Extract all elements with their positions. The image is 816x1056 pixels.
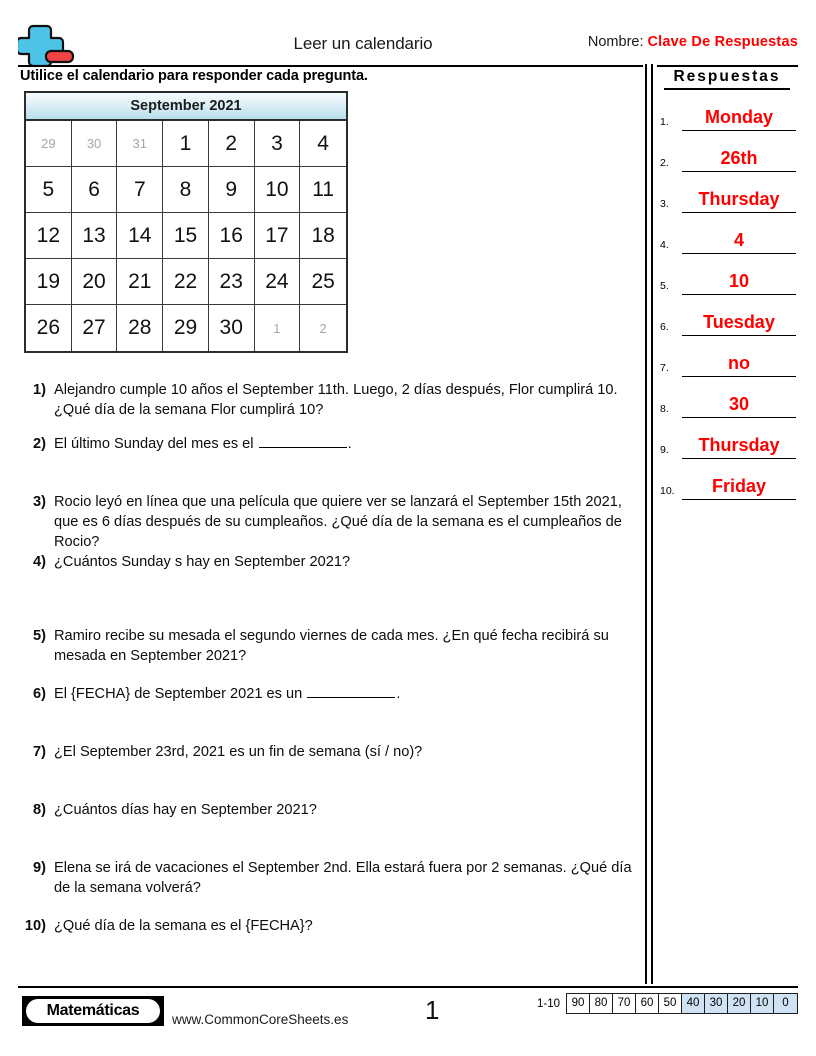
answer-key-rows — [660, 90, 800, 500]
calendar-day: 13 — [72, 213, 118, 259]
column-divider-outer — [645, 64, 647, 984]
calendar-day: 30 — [209, 305, 255, 351]
calendar-day: 12 — [26, 213, 72, 259]
header-divider-right — [657, 65, 798, 67]
question-text: El {FECHA} de September 2021 es un . — [54, 686, 401, 702]
answer-key-value: Friday — [711, 476, 767, 496]
name-label: Nombre: — [587, 34, 644, 50]
calendar-day: 29 — [163, 305, 209, 351]
answer-key-row — [660, 377, 800, 418]
answer-key-index: 2. — [660, 157, 669, 169]
answer-key-index: 5. — [660, 280, 669, 292]
question-spacer — [24, 762, 644, 800]
question-text: ¿Qué día de la semana es el {FECHA}? — [54, 918, 313, 934]
question-item — [24, 380, 644, 420]
score-box: 40 — [682, 994, 705, 1013]
page-title: Leer un calendario — [293, 34, 433, 53]
calendar-day: 1 — [163, 121, 209, 167]
score-box: 90 — [567, 994, 590, 1013]
question-text: Alejandro cumple 10 años el September 11th. Luego, 2 días después, Flor cumplirá 10. ¿Qué día de la semana Flor cumplirá 10? — [54, 382, 618, 418]
question-number: 6) — [33, 686, 46, 702]
question-number: 2) — [33, 436, 46, 452]
website-url: www.CommonCoreSheets.es — [172, 1012, 349, 1027]
calendar-month-title: September 2021 — [26, 93, 346, 121]
answer-key-slot[interactable] — [682, 269, 796, 295]
footer-divider — [18, 986, 798, 988]
question-item — [24, 684, 644, 704]
answer-key-value: Monday — [704, 107, 773, 127]
calendar-day: 6 — [72, 167, 118, 213]
question-item — [24, 800, 644, 820]
question-item — [24, 492, 644, 552]
calendar-day: 3 — [255, 121, 301, 167]
question-number: 10) — [24, 918, 46, 934]
question-number: 7) — [33, 744, 46, 760]
answer-key-index: 1. — [660, 116, 669, 128]
answer-key-index: 9. — [660, 444, 669, 456]
answer-key-index: 10. — [660, 485, 675, 497]
calendar-day: 8 — [163, 167, 209, 213]
calendar-day-adjacent: 1 — [255, 305, 301, 351]
calendar-day: 15 — [163, 213, 209, 259]
answer-blank[interactable] — [307, 684, 395, 698]
question-number: 5) — [33, 628, 46, 644]
answer-key-slot[interactable] — [682, 392, 796, 418]
question-item — [24, 552, 644, 572]
question-text: El último Sunday del mes es el . — [54, 436, 352, 452]
question-spacer — [24, 420, 644, 434]
answer-key-slot[interactable] — [682, 146, 796, 172]
question-number: 4) — [33, 554, 46, 570]
answer-key-panel — [660, 68, 800, 500]
calendar-day: 22 — [163, 259, 209, 305]
question-item — [24, 916, 644, 936]
score-scale-boxes — [566, 993, 798, 1014]
question-text: ¿Cuántos días hay en September 2021? — [54, 802, 317, 818]
answer-key-value: 26th — [720, 148, 758, 168]
calendar-day: 27 — [72, 305, 118, 351]
answer-key-index: 3. — [660, 198, 669, 210]
calendar-widget — [24, 91, 348, 353]
calendar-day: 20 — [72, 259, 118, 305]
calendar-day: 11 — [300, 167, 346, 213]
question-item — [24, 434, 644, 454]
calendar-day: 18 — [300, 213, 346, 259]
calendar-day: 23 — [209, 259, 255, 305]
score-box: 30 — [705, 994, 728, 1013]
answer-key-value: 4 — [733, 230, 744, 250]
score-scale-label: 1-10 — [536, 997, 560, 1010]
calendar-day: 25 — [300, 259, 346, 305]
answer-key-slot[interactable] — [682, 351, 796, 377]
answer-key-slot[interactable] — [682, 310, 796, 336]
score-box: 10 — [751, 994, 774, 1013]
answer-key-slot[interactable] — [682, 228, 796, 254]
question-item — [24, 742, 644, 762]
calendar-day: 19 — [26, 259, 72, 305]
question-spacer — [24, 820, 644, 858]
score-box: 0 — [774, 994, 797, 1013]
answer-key-index: 6. — [660, 321, 669, 333]
score-box: 20 — [728, 994, 751, 1013]
question-spacer — [24, 898, 644, 916]
answer-key-value: 10 — [728, 271, 750, 291]
calendar-day-adjacent: 2 — [319, 320, 327, 336]
question-spacer — [24, 704, 644, 742]
score-box: 50 — [659, 994, 682, 1013]
calendar-day: 7 — [117, 167, 163, 213]
question-number: 3) — [33, 494, 46, 510]
question-item — [24, 858, 644, 898]
question-item — [24, 626, 644, 666]
question-text: ¿Cuántos Sunday s hay en September 2021? — [54, 554, 351, 570]
calendar-day: 16 — [209, 213, 255, 259]
answer-key-row — [660, 254, 800, 295]
calendar-day: 9 — [209, 167, 255, 213]
score-box: 70 — [613, 994, 636, 1013]
instructions-text: Utilice el calendario para responder cada pregunta. — [20, 68, 368, 84]
score-box: 80 — [590, 994, 613, 1013]
calendar-day: 2 — [209, 121, 255, 167]
calendar-day: 10 — [255, 167, 301, 213]
calendar-day: 17 — [255, 213, 301, 259]
page-header — [18, 22, 798, 68]
calendar-day: 14 — [117, 213, 163, 259]
answer-key-index: 4. — [660, 239, 669, 251]
answer-key-row — [660, 131, 800, 172]
question-number: 8) — [33, 802, 46, 818]
question-text: Ramiro recibe su mesada el segundo viernes de cada mes. ¿En qué fecha recibirá su mesada en September 2021? — [54, 628, 609, 664]
column-divider-inner — [651, 64, 653, 984]
calendar-day-adjacent: 31 — [117, 121, 163, 167]
calendar-day-adjacent: 29 — [26, 121, 72, 167]
answer-key-row — [660, 172, 800, 213]
calendar-day: 26 — [26, 305, 72, 351]
answer-key-row — [660, 418, 800, 459]
answer-key-slot[interactable] — [682, 433, 796, 459]
calendar-day: 5 — [26, 167, 72, 213]
answer-key-row — [660, 336, 800, 377]
page-number: 1 — [425, 995, 440, 1025]
question-text: ¿El September 23rd, 2021 es un fin de semana (sí / no)? — [54, 744, 423, 760]
questions-list — [24, 380, 644, 936]
calendar-day-adjacent: 30 — [72, 121, 118, 167]
answer-key-title: Respuestas — [664, 68, 790, 90]
question-spacer — [24, 666, 644, 684]
header-divider-left — [18, 65, 643, 67]
brand-label: Matemáticas — [26, 999, 160, 1023]
answer-key-index: 7. — [660, 362, 669, 374]
answer-key-slot[interactable] — [682, 187, 796, 213]
answer-key-value: Tuesday — [703, 312, 775, 332]
brand-badge — [22, 996, 164, 1026]
question-spacer — [24, 572, 644, 626]
answer-key-row — [660, 295, 800, 336]
question-text: Elena se irá de vacaciones el September 2nd. Ella estará fuera por 2 semanas. ¿Qué día de la semana volverá? — [54, 860, 632, 896]
plus-minus-logo-icon — [18, 22, 76, 66]
question-number: 9) — [33, 860, 46, 876]
answer-key-slot[interactable] — [682, 474, 796, 500]
calendar-day: 28 — [117, 305, 163, 351]
question-number: 1) — [33, 382, 46, 398]
answer-key-value: no — [728, 353, 750, 373]
calendar-grid — [26, 121, 346, 351]
answer-key-index: 8. — [660, 403, 669, 415]
score-box: 60 — [636, 994, 659, 1013]
answer-key-value: 30 — [728, 394, 750, 414]
score-scale — [537, 993, 798, 1014]
answer-key-row — [660, 213, 800, 254]
calendar-day: 4 — [300, 121, 346, 167]
answer-key-value: Thursday — [698, 189, 780, 209]
answer-key-row — [660, 90, 800, 131]
answer-key-slot[interactable] — [682, 105, 796, 131]
name-field — [588, 34, 798, 50]
calendar-day: 21 — [117, 259, 163, 305]
answer-key-value: Thursday — [698, 435, 780, 455]
answer-key-row — [660, 459, 800, 500]
name-value: Clave De Respuestas — [647, 34, 798, 50]
calendar-day: 24 — [255, 259, 301, 305]
answer-blank[interactable] — [259, 434, 347, 448]
question-spacer — [24, 454, 644, 492]
question-text: Rocio leyó en línea que una película que quiere ver se lanzará el September 15th 2021, que es 6 días después de su cumpleaños. ¿Qué día de la semana es el cumpleaños de Rocio? — [54, 494, 622, 550]
